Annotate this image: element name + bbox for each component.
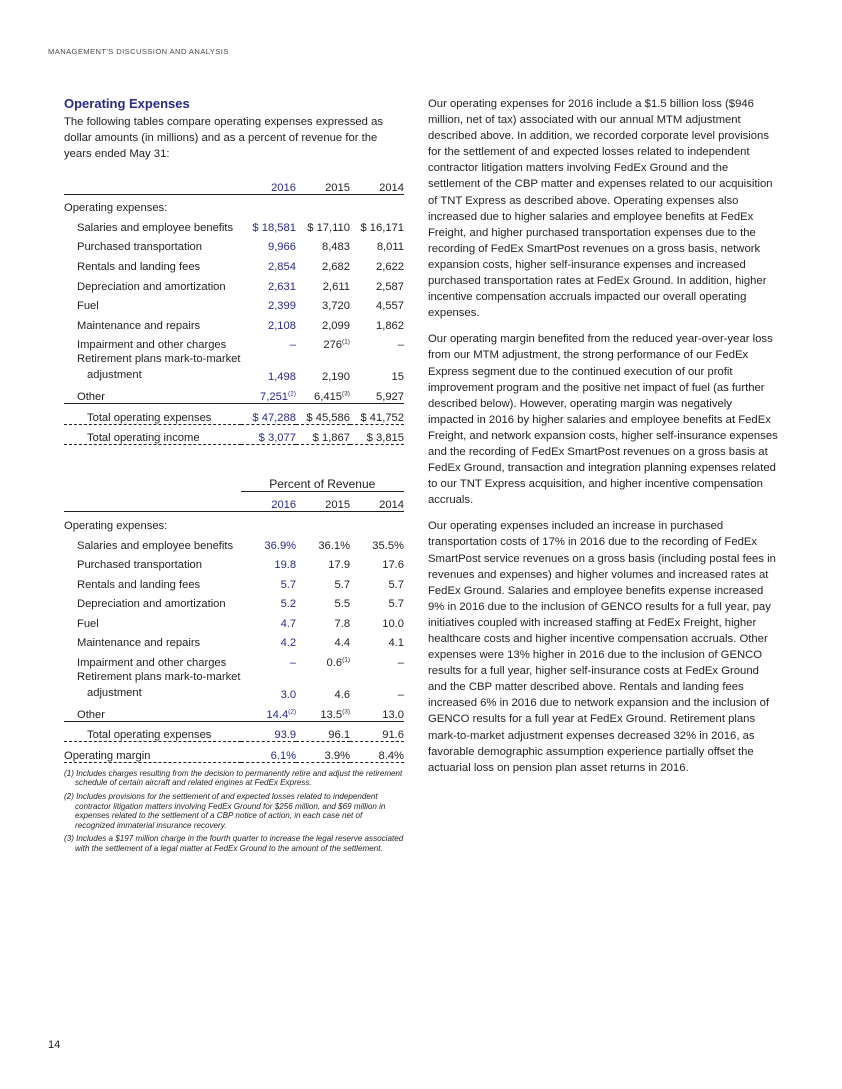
row-label xyxy=(64,669,241,701)
value-2014: 2,587 xyxy=(376,280,404,293)
value-2015: 7.8 xyxy=(334,617,351,630)
total-row xyxy=(64,424,404,445)
row-label: Depreciation and amortization xyxy=(77,598,226,611)
value-2014: 8.4% xyxy=(350,742,404,763)
value-2016: – xyxy=(289,339,296,352)
table-row xyxy=(64,591,404,611)
row-label: Salaries and employee benefits xyxy=(77,221,234,234)
table-row xyxy=(64,701,404,721)
value-2014: $ 3,815 xyxy=(350,424,404,445)
table-row xyxy=(64,383,404,403)
value-2015: 17.9 xyxy=(328,559,351,572)
value-2016: 2,399 xyxy=(267,300,296,313)
row-label: Total operating income xyxy=(64,424,241,445)
value-2014: – xyxy=(397,657,404,670)
value-2016: 4.7 xyxy=(280,617,297,630)
table-row xyxy=(64,351,404,383)
footnote-ref: (1) xyxy=(342,656,351,664)
total-row xyxy=(64,403,404,424)
table-row xyxy=(64,293,404,313)
page-number: 14 xyxy=(48,1039,61,1051)
value-2016: 6.1% xyxy=(241,742,297,763)
table-row xyxy=(64,253,404,273)
value-2014: 2,622 xyxy=(376,260,404,273)
row-label: Fuel xyxy=(77,300,99,313)
value-2015: 5.5 xyxy=(334,598,351,611)
row-label: Total operating expenses xyxy=(64,403,241,424)
year-header-2014: 2014 xyxy=(350,491,404,512)
row-label: Purchased transportation xyxy=(77,241,203,254)
value-2015: 4.6 xyxy=(334,689,351,702)
row-label-line2: adjustment xyxy=(87,687,142,700)
year-header-2016: 2016 xyxy=(241,491,297,512)
value-2014: 4.1 xyxy=(388,637,404,650)
value-2015: 8,483 xyxy=(321,241,350,254)
year-header-2014: 2014 xyxy=(350,174,404,194)
table-row xyxy=(64,532,404,552)
footnote-ref: (2) xyxy=(288,390,296,398)
operating-expenses-table xyxy=(64,174,404,445)
body-paragraph: Our operating expenses included an increase in purchased transportation costs of 17% in 2016 due to the recording of FedEx SmartPost service revenues on a gross basis (including postal fees in revenues and expenses) and higher volumes and increased rates at FedEx Ground. Salaries and employee benefits expense increased 9% in 2016 due to the inclusion of GENCO results for a full year, pay initiatives coupled with increased staffing at FedEx Freight, higher healthcare costs and higher incentive compensation accruals. Other expenses were 13% higher in 2016 due to the inclusion of GENCO results for a full year, higher self-insurance costs at FedEx Ground and the CBP matter described above. Rentals and landing fees increased 6% in 2016 due to network expansion and the inclusion of GENCO results for a full year at FedEx Ground. Retirement plans mark-to-market adjustment expenses decreased 32% in 2016, as favorable demographic assumption experience partially offset the actuarial loss on pension plan asset returns in 2016. xyxy=(428,520,776,774)
total-row xyxy=(64,721,404,742)
value-2014: 5.7 xyxy=(388,578,404,591)
year-header-2016: 2016 xyxy=(241,174,296,194)
row-label: Purchased transportation xyxy=(77,559,203,572)
value-2014: – xyxy=(397,339,404,352)
year-header-2015: 2015 xyxy=(296,174,350,194)
running-head: MANAGEMENT'S DISCUSSION AND ANALYSIS xyxy=(48,47,229,56)
footnote-2: (2) Includes provisions for the settlement of and expected losses related to independent contractor litigation matters involving FedEx Ground for $256 million, and $69 million in expenses related to the settlement of a CBP notice of action, in each case net of recognized immaterial insurance recovery. xyxy=(64,792,386,830)
value-2015: 2,190 xyxy=(321,371,350,384)
row-label xyxy=(64,351,241,383)
footnote-3: (3) Includes a $197 million charge in the fourth quarter to increase the legal reserve associated with the settlement of a legal matter at FedEx Ground to the amount of the settlement. xyxy=(64,834,404,853)
row-label: Total operating expenses xyxy=(64,721,241,742)
table-row xyxy=(64,234,404,254)
value-2014: 15 xyxy=(391,371,404,384)
value-2014: 1,862 xyxy=(376,319,404,332)
value-2014: 10.0 xyxy=(382,617,404,630)
value-2015: 2,682 xyxy=(321,260,350,273)
value-2015 xyxy=(296,383,350,403)
row-label-line1: Retirement plans mark-to-market xyxy=(77,671,241,684)
value-2016: 9,966 xyxy=(267,241,296,254)
value-2015: 36.1% xyxy=(318,539,351,552)
footnote-ref: (2) xyxy=(288,707,297,715)
value-2016: $ 18,581 xyxy=(252,221,296,234)
value-2016: 2,854 xyxy=(267,260,296,273)
value-2016: 19.8 xyxy=(274,559,297,572)
row-label: Depreciation and amortization xyxy=(77,280,226,293)
value-text: 13.5 xyxy=(320,708,343,721)
footnote-1: (1) Includes charges resulting from the decision to permanently retire and adjust the retirement schedule of certain aircraft and related engines at FedEx Express. xyxy=(64,768,403,788)
value-text: 14.4 xyxy=(266,708,289,721)
table-row xyxy=(64,332,404,352)
row-label: Rentals and landing fees xyxy=(77,260,201,273)
value-2016: 5.7 xyxy=(280,578,297,591)
value-2014: 5.7 xyxy=(388,598,404,611)
value-2016 xyxy=(241,383,296,403)
value-2015 xyxy=(296,332,350,352)
value-2015: 3,720 xyxy=(321,300,350,313)
value-2014: – xyxy=(397,689,404,702)
value-2015 xyxy=(296,701,350,721)
table-row xyxy=(64,552,404,572)
row-label: Salaries and employee benefits xyxy=(77,539,234,552)
value-2014: 91.6 xyxy=(350,721,404,742)
row-label: Impairment and other charges xyxy=(77,657,227,670)
row-label: Rentals and landing fees xyxy=(77,578,201,591)
value-2016: 2,108 xyxy=(267,319,296,332)
value-2014: 4,557 xyxy=(376,300,404,313)
value-2016: 1,498 xyxy=(267,371,296,384)
table-row xyxy=(64,312,404,332)
value-text: 0.6 xyxy=(326,657,343,670)
value-2016: – xyxy=(289,657,297,670)
value-2014: $ 41,752 xyxy=(350,403,404,424)
row-label: Other xyxy=(77,390,105,403)
value-2016: 5.2 xyxy=(280,598,297,611)
section-label: Operating expenses: xyxy=(64,202,168,215)
table-row xyxy=(64,571,404,591)
table-title-row xyxy=(64,471,404,491)
value-2015: 4.4 xyxy=(334,637,351,650)
row-label: Impairment and other charges xyxy=(77,339,227,352)
value-2015: $ 17,110 xyxy=(307,221,350,234)
value-2014: 5,927 xyxy=(376,390,404,403)
table-section-row xyxy=(64,194,404,214)
value-2016: $ 47,288 xyxy=(241,403,296,424)
footnote-ref: (3) xyxy=(342,707,351,715)
value-text: 276 xyxy=(323,339,343,352)
footnote-ref: (3) xyxy=(342,390,350,398)
table-row xyxy=(64,610,404,630)
body-paragraph: Our operating margin benefited from the reduced year-over-year loss from our MTM adjustment, the strong performance of our FedEx Express segment due to the continued execution of our profit improvement program and the positive net impact of fuel (as further described below). However, operating margin was negatively impacted in 2016 by higher salaries and employee benefits at FedEx Freight, and network expansion costs, higher self-insurance expenses and the recording of FedEx SmartPost revenues on a gross basis at FedEx Ground, transaction and integration planning expenses related to our TNT Express acquisition, and higher incentive compensation accruals. xyxy=(428,333,778,507)
percent-of-revenue-table xyxy=(64,471,404,763)
table-row xyxy=(64,669,404,701)
total-row xyxy=(64,742,404,763)
footnote-ref: (1) xyxy=(342,338,350,346)
table-section-row xyxy=(64,512,404,532)
row-label: Maintenance and repairs xyxy=(77,637,201,650)
year-header-2015: 2015 xyxy=(296,491,350,512)
value-2016: 93.9 xyxy=(241,721,297,742)
section-title: Operating Expenses xyxy=(64,96,190,111)
footnotes xyxy=(64,769,404,854)
value-2016: 36.9% xyxy=(264,539,297,552)
table-row xyxy=(64,649,404,669)
value-2014: 8,011 xyxy=(376,241,404,254)
table-row xyxy=(64,630,404,650)
row-label: Operating margin xyxy=(64,742,241,763)
value-2016: 3.0 xyxy=(280,689,297,702)
value-2016: 4.2 xyxy=(280,637,297,650)
value-2015: $ 45,586 xyxy=(296,403,350,424)
body-paragraph: Our operating expenses for 2016 include a $1.5 billion loss ($946 million, net of tax) associated with our annual MTM adjustment described above. In addition, we recorded corporate level provisions for the settlement of and expected losses related to independent contractor litigation matters involving FedEx Ground and the settlement of the CBP matter and expenses related to our acquisition of TNT Express as described above. Operating expenses also increased due to higher salaries and employee benefits at FedEx Freight, and higher purchased transportation expenses due to the recording of FedEx SmartPost revenues on a gross basis, network expansion costs, higher self-insurance expenses and increased purchased transportation rates at FedEx Ground. In addition, higher incentive compensation accruals impacted our overall operating expenses. xyxy=(428,98,773,320)
value-2016: $ 3,077 xyxy=(241,424,296,445)
value-2016: 2,631 xyxy=(267,280,296,293)
table-header-row xyxy=(64,491,404,512)
value-text: 7,251 xyxy=(260,390,289,403)
value-2015: 2,611 xyxy=(322,280,350,293)
right-column xyxy=(428,96,780,786)
value-2015: 3.9% xyxy=(296,742,350,763)
value-2014: $ 16,171 xyxy=(360,221,404,234)
value-2016 xyxy=(241,701,297,721)
section-label: Operating expenses: xyxy=(64,519,168,532)
value-2015 xyxy=(296,649,350,669)
table-row xyxy=(64,273,404,293)
intro-text: The following tables compare operating expenses expressed as dollar amounts (in millions) and as a percent of revenue for the years ended May 31: xyxy=(64,116,384,160)
value-2014: 13.0 xyxy=(382,708,404,721)
table-row xyxy=(64,214,404,234)
row-label-line1: Retirement plans mark-to-market xyxy=(77,353,241,366)
value-2015: 5.7 xyxy=(334,578,351,591)
row-label: Maintenance and repairs xyxy=(77,319,201,332)
value-2015: 96.1 xyxy=(296,721,350,742)
table-header-row xyxy=(64,174,404,194)
row-label: Other xyxy=(77,708,105,721)
left-column xyxy=(64,96,404,858)
value-2015: 2,099 xyxy=(321,319,350,332)
value-text: 6,415 xyxy=(314,390,343,403)
row-label-line2: adjustment xyxy=(87,369,142,382)
value-2014: 17.6 xyxy=(382,559,404,572)
row-label: Fuel xyxy=(77,617,99,630)
table-title: Percent of Revenue xyxy=(241,471,404,491)
value-2015: $ 1,867 xyxy=(296,424,350,445)
value-2014: 35.5% xyxy=(372,539,404,552)
